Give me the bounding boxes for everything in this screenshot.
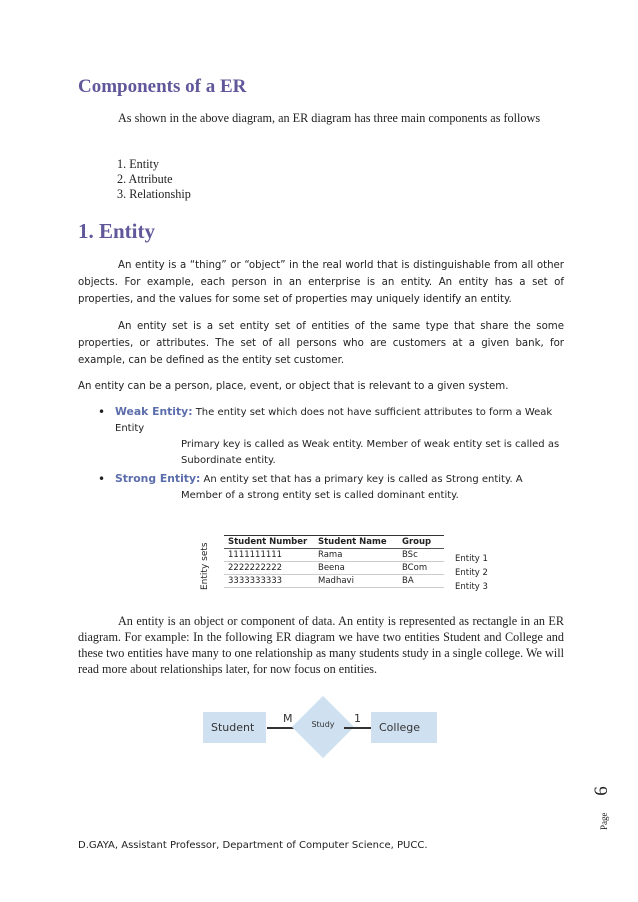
- entity-heading: 1. Entity: [78, 219, 156, 243]
- table-row: [224, 562, 444, 575]
- entity-row-labels: [455, 552, 488, 594]
- entity-row-label: Entity 1: [455, 554, 488, 564]
- footer-text: D.GAYA, Assistant Professor, Department of Computer Science, PUCC.: [78, 840, 428, 851]
- page-number-value: 6: [590, 786, 612, 796]
- bullet-term: Weak Entity:: [115, 405, 193, 418]
- cardinality-one: 1: [354, 712, 361, 725]
- entity-paragraph-3: An entity can be a person, place, event, or object that is relevant to a given system.: [78, 381, 509, 392]
- bullet-term: Strong Entity:: [115, 472, 201, 485]
- college-entity-box: College: [371, 712, 437, 743]
- table-row: [224, 549, 444, 562]
- components-heading: Components of a ER: [78, 76, 247, 97]
- relationship-label: Study: [311, 720, 335, 729]
- connector-line-right: [344, 727, 371, 729]
- entity-description-paragraph: An entity is an object or component of data. An entity is represented as rectangle in an ER diagram. For example: In the following ER diagram we have two entities Student and College and these two entities have many to one relationship as many students study in a single college. We will read more about relationships later, for now focus on entities.: [78, 614, 564, 676]
- bullet-text: An entity set that has a primary key is called as Strong entity. A: [203, 474, 523, 485]
- entity-paragraph-2: An entity set is a set entity set of entities of the same type that share the some properties, or attributes. The set of all persons who are customers at a given bank, for example, can be defined as the entity set customer.: [78, 321, 564, 366]
- table-cell: 1111111111: [224, 549, 314, 562]
- entity-sets-text: Entity sets: [200, 542, 210, 590]
- table-cell: BA: [398, 575, 444, 588]
- table-row: [224, 575, 444, 588]
- connector-line-left: [267, 727, 294, 729]
- table-cell: BCom: [398, 562, 444, 575]
- entity-paragraph-1: An entity is a “thing” or “object” in the real world that is distinguishable from all other objects. For example, each person in an enterprise is an entity. An entity has a set of properties, and the values for some set of properties may uniquely identify an entity.: [78, 260, 564, 305]
- table-cell: 2222222222: [224, 562, 314, 575]
- list-item-weak-entity: [98, 404, 568, 469]
- bullet-text: Primary key is called as Weak entity. Member of weak entity set is called as: [181, 439, 560, 450]
- column-header: Student Number: [224, 536, 314, 549]
- student-entity-box: Student: [203, 712, 266, 743]
- page-word: Page: [599, 812, 609, 830]
- entity-row-label: Entity 3: [455, 582, 488, 592]
- entity-types-list: [98, 404, 568, 504]
- table-cell: Rama: [314, 549, 398, 562]
- bullet-icon: •: [98, 472, 106, 486]
- table-cell: 3333333333: [224, 575, 314, 588]
- list-item: 3. Relationship: [117, 187, 191, 201]
- table-cell: BSc: [398, 549, 444, 562]
- entity-sets-label: [196, 538, 218, 590]
- list-item-strong-entity: [98, 471, 568, 504]
- bullet-text: The entity set which does not have sufficient attributes to form a Weak Entity: [115, 407, 553, 434]
- column-header: Group: [398, 536, 444, 549]
- bullet-icon: •: [98, 405, 106, 419]
- list-item: 1. Entity: [117, 157, 159, 171]
- table-cell: Beena: [314, 562, 398, 575]
- cardinality-many: M: [283, 712, 293, 725]
- entity-table: [224, 535, 444, 588]
- table-cell: Madhavi: [314, 575, 398, 588]
- column-header: Student Name: [314, 536, 398, 549]
- components-intro: As shown in the above diagram, an ER diagram has three main components as follows: [118, 111, 541, 125]
- bullet-text: Subordinate entity.: [181, 455, 276, 466]
- table-header-row: [224, 536, 444, 549]
- bullet-text: Member of a strong entity set is called dominant entity.: [181, 490, 459, 501]
- page-number: [590, 776, 620, 836]
- components-list: [117, 157, 191, 202]
- entity-row-label: Entity 2: [455, 568, 488, 578]
- list-item: 2. Attribute: [117, 172, 173, 186]
